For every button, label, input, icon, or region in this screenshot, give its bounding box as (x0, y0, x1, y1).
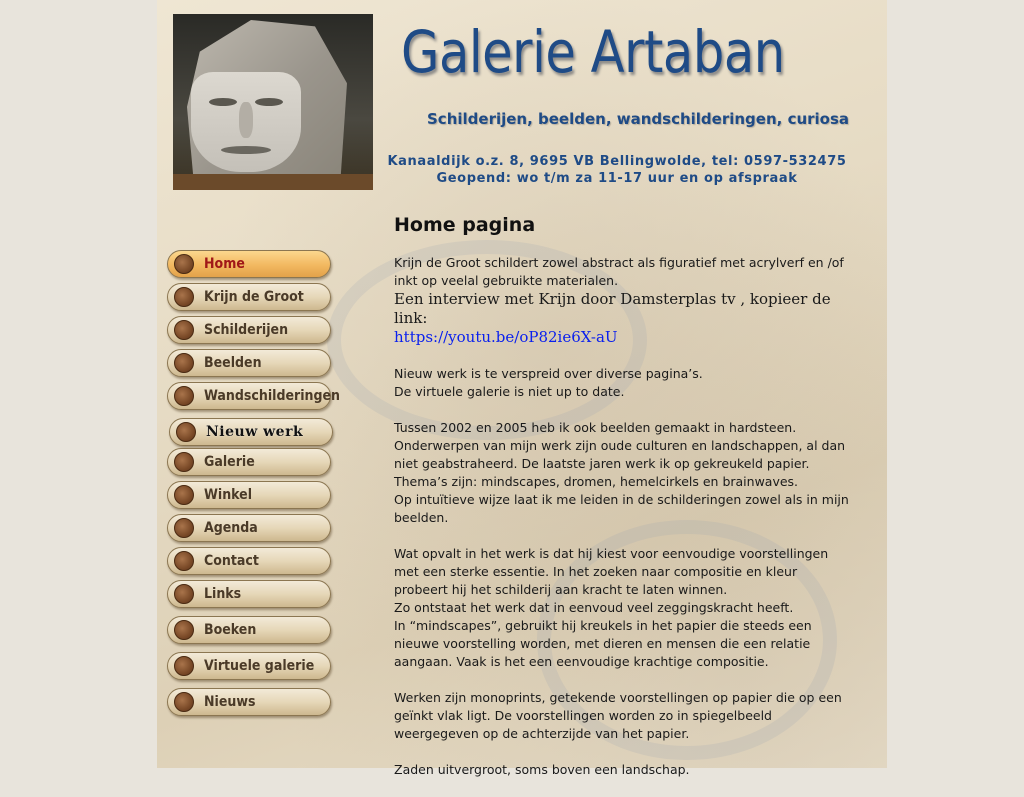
page-container (157, 0, 887, 777)
header-sculpture-photo (173, 14, 373, 190)
bullet-icon (174, 620, 194, 640)
page-title: Home pagina (394, 214, 536, 236)
bullet-icon (174, 353, 194, 373)
nav-nieuws[interactable]: Nieuws (167, 688, 331, 716)
nav-home[interactable]: Home (167, 250, 331, 278)
techniques-paragraph: Werken zijn monoprints, getekende voorstellingen op papier die op een geïnkt vlak ligt. De voorstellingen worden zo in spiegelbeeld weergegeven op de achterzijde van het papier. (394, 690, 842, 741)
nav-wandschilderingen[interactable]: Wandschilderingen (167, 382, 331, 410)
news-paragraph: Nieuw werk is te verspreid over diverse pagina’s. De virtuele galerie is niet up to date. (394, 366, 703, 399)
bullet-icon (174, 551, 194, 571)
opening-hours: Geopend: wo t/m za 11-17 uur en op afspraak (436, 171, 798, 186)
address-line: Kanaaldijk o.z. 8, 9695 VB Bellingwolde, tel: 0597-532475 (387, 154, 847, 169)
bullet-icon (174, 287, 194, 307)
bullet-icon (174, 485, 194, 505)
bullet-icon (174, 452, 194, 472)
nav-contact[interactable]: Contact (167, 547, 331, 575)
intro-paragraph: Krijn de Groot schildert zowel abstract als figuratief met acrylverf en /of inkt op veelal gebruikte materialen. (394, 255, 844, 288)
bullet-icon (174, 386, 194, 406)
nav-winkel[interactable]: Winkel (167, 481, 331, 509)
nav-boeken[interactable]: Boeken (167, 616, 331, 644)
nav-links[interactable]: Links (167, 580, 331, 608)
address-block (387, 153, 847, 187)
bullet-icon (174, 692, 194, 712)
description-paragraph: Wat opvalt in het werk is dat hij kiest voor eenvoudige voorstellingen met een sterke essentie. In het zoeken naar compositie en kleur probeert hij het schilderij aan kracht te laten winnen. Zo ontstaat het werk dat in eenvoud veel zeggingskracht heeft. In “mindscapes”, gebruikt hij kreukels in het papier die steeds een nieuwe voorstelling worden, met dieren en mensen die een relatie aangaan. Vaak is het een eenvoudige krachtige compositie. (394, 546, 829, 669)
youtube-link[interactable]: https://youtu.be/oP82ie6X-aU (394, 328, 618, 346)
nav-beelden[interactable]: Beelden (167, 349, 331, 377)
bullet-icon (176, 422, 196, 442)
bullet-icon (174, 584, 194, 604)
nav-virtuele-galerie[interactable]: Virtuele galerie (167, 652, 331, 680)
bullet-icon (174, 518, 194, 538)
themes-paragraph: Tussen 2002 en 2005 heb ik ook beelden gemaakt in hardsteen. Onderwerpen van mijn werk zijn oude culturen en landschappen, al dan niet geabstraheerd. De laatste jaren werk ik op gekreukeld papier. Thema’s zijn: mindscapes, dromen, hemelcirkels en brainwaves. Op intuïtieve wijze laat ik me leiden in de schilderingen zowel als in mijn beelden. (394, 420, 849, 525)
interview-paragraph: Een interview met Krijn door Damsterplas tv , kopieer de link: https://youtu.be/oP82ie6X-aU (394, 290, 831, 346)
site-title: Galerie Artaban (401, 18, 785, 86)
bullet-icon (174, 320, 194, 340)
nav-krijn-de-groot[interactable]: Krijn de Groot (167, 283, 331, 311)
main-content (394, 214, 849, 797)
nav-galerie[interactable]: Galerie (167, 448, 331, 476)
site-tagline: Schilderijen, beelden, wandschilderingen, curiosa (427, 110, 850, 128)
nav-nieuw-werk[interactable]: Nieuw werk (169, 418, 333, 446)
bullet-icon (174, 656, 194, 676)
bullet-icon (174, 254, 194, 274)
nav-agenda[interactable]: Agenda (167, 514, 331, 542)
seeds-paragraph: Zaden uitvergroot, soms boven een landschap. (394, 762, 690, 777)
nav-schilderijen[interactable]: Schilderijen (167, 316, 331, 344)
